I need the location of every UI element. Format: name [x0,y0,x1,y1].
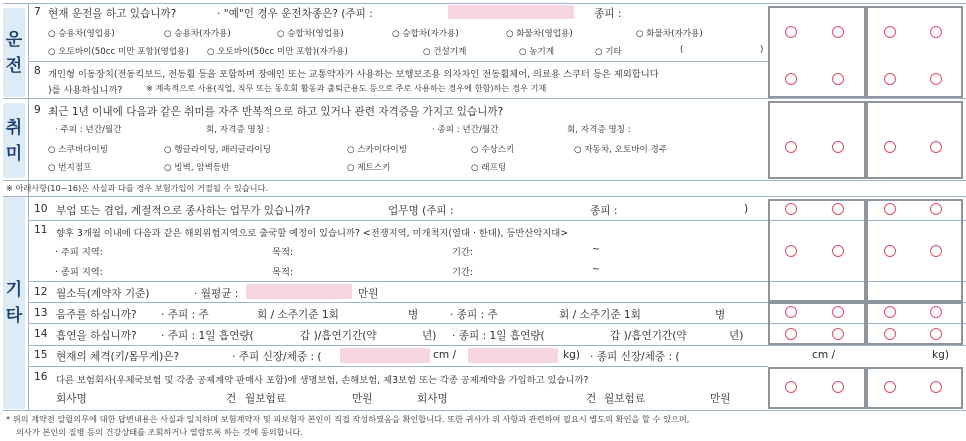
q7-option[interactable]: ○ 오토바이(50cc 미만 포함)(자가용) [207,47,348,57]
q16-main-unit: 만원 [352,393,373,405]
q9-main-cert: 회, 자격증 명칭 : [206,125,270,135]
q15-second-kg: kg) [932,349,949,361]
q7-option[interactable]: ○ 승용차(영업용) [48,29,115,39]
answer-box-q10-12-second [866,199,963,302]
category-other-char-1: 기 [5,280,23,300]
q9-option[interactable]: ○ 빙벽, 암벽등반 [164,163,230,173]
divider [3,98,966,99]
q16-main-company: 회사명 [56,393,87,405]
divider [28,366,768,367]
q10-second-label: 종피 : [590,205,618,217]
divider [28,3,29,410]
q14-second-label: · 종피 : 1일 흡연량( [452,330,545,342]
answer-box-q9-main [768,101,866,179]
q15-main-height-field[interactable] [340,348,430,363]
radio-q11-main-yes[interactable] [785,245,797,257]
q9-option[interactable]: ○ 행글라이딩, 패러글라이딩 [164,145,272,155]
footnote-line2: 의사가 본인의 질병 등의 건강상태를 조회하거나 열람토록 하는 것에 동의합니다. [16,427,304,437]
radio-q14-second-no[interactable] [930,328,942,340]
q11-second-purpose: 목적: [272,267,294,278]
radio-q14-main-no[interactable] [832,328,844,340]
q16-second-count: 건 [586,393,597,405]
answer-box-q16-main [768,367,866,409]
divider [3,3,966,4]
q9-option[interactable]: ○ 제트스키 [347,163,391,173]
q7-number: 7 [34,6,41,18]
category-driving-char-2: 전 [5,55,23,76]
radio-q16-main-no[interactable] [832,381,844,393]
q10-close-paren: ) [744,203,749,215]
q16-number: 16 [34,371,48,383]
radio-q11-second-yes[interactable] [884,245,896,257]
q11-main-period: 기간: [452,247,474,258]
q12-average-label: · 월평균 : [194,288,239,300]
category-other-char-2: 타 [5,306,23,326]
q11-main-purpose: 목적: [272,247,294,258]
q11-main-tilde: ~ [592,244,600,255]
radio-q10-second-yes[interactable] [884,203,896,215]
q13-main-per: 회 / 소주기준 1회 [257,309,339,321]
q14-number: 14 [34,328,48,340]
q9-option[interactable]: ○ 래프팅 [471,163,507,173]
category-other [3,197,25,409]
q14-second-year: 년) [729,330,744,342]
q13-main-label: · 주피 : 주 [161,309,209,321]
q16-main-premium: 월보험료 [245,393,286,405]
radio-q16-main-yes[interactable] [785,381,797,393]
q16-second-unit: 만원 [710,393,731,405]
q12-income-field[interactable] [246,284,352,299]
q11-question: 향후 3개월 이내에 다음과 같은 해외위험지역으로 출국할 예정이 있습니까? <전쟁지역, 미개척지(열대 · 한대), 등반산악지대> [56,228,569,239]
divider [3,196,966,197]
q16-main-count: 건 [226,393,237,405]
radio-q7-main-yes[interactable] [785,26,797,38]
radio-q9-main-no[interactable] [832,141,844,153]
answer-box-q7-main [768,6,866,98]
q14-main-year: 년) [422,330,437,342]
q9-second-cert: 회, 자격증 명칭 : [567,125,631,135]
q16-question: 다른 보험회사(우체국보험 및 각종 공제계약 판매사 포함)에 생명보험, 손해보험, 제3보험 또는 각종 공제계약을 가입하고 있습니까? [56,375,589,386]
q13-second-per: 회 / 소주기준 1회 [559,309,641,321]
category-hobby-char-2: 미 [5,143,23,164]
divider [28,345,966,346]
radio-q9-second-no[interactable] [930,141,942,153]
radio-q10-main-no[interactable] [832,203,844,215]
answer-box-q7-second [866,6,963,98]
radio-q8-main-no[interactable] [832,73,844,85]
q8-question-line2: )를 사용하십니까? [48,85,123,96]
q14-main-pack: 갑 )/흡연기간(약 [300,330,377,342]
radio-q7-second-no[interactable] [930,26,942,38]
q9-question: 최근 1년 이내에 다음과 같은 취미를 자주 반복적으로 하고 있거나 관련 자격증을 가지고 있습니까? [48,106,504,118]
radio-q8-second-yes[interactable] [884,73,896,85]
radio-q11-main-no[interactable] [832,245,844,257]
q7-option[interactable]: ○ 승용차(자가용) [164,29,231,39]
q10-number: 10 [34,203,48,215]
q13-second-bottle: 병 [715,309,726,321]
q16-second-premium: 월보험료 [604,393,645,405]
q7-option[interactable]: ○ 기타 [595,47,622,57]
q13-main-bottle: 병 [408,309,419,321]
q7-option[interactable]: ○ 건설기계 [423,47,467,57]
divider [28,61,768,62]
q11-second-tilde: ~ [592,264,600,275]
q7-other-open-paren: ( [680,45,684,55]
q11-second-period: 기간: [452,267,474,278]
radio-q16-second-no[interactable] [930,381,942,393]
radio-q7-second-yes[interactable] [884,26,896,38]
q7-other-close-paren: ) [760,45,764,55]
answer-box-q9-second [866,101,963,179]
q7-second-label: 종피 : [594,8,622,20]
q7-option[interactable]: ○ 화물차(영업용) [506,29,573,39]
radio-q10-main-yes[interactable] [785,203,797,215]
q15-main-cm: cm / [433,349,457,361]
category-driving-char-1: 운 [5,29,23,50]
radio-q7-main-no[interactable] [832,26,844,38]
radio-q8-second-no[interactable] [930,73,942,85]
q7-question: 현재 운전을 하고 있습니까? [48,8,177,20]
radio-q10-second-no[interactable] [930,203,942,215]
answer-box-q13-14-main [768,302,866,345]
q7-option[interactable]: ○ 오토바이(50cc 미만 포함)(영업용) [48,47,189,57]
q8-note: ※ 계속적으로 사용(직업, 직무 또는 동호회 활동과 출퇴근용도 등으로 주로 사용하는 경우에 한함)하는 경우 기재 [146,83,547,93]
radio-q13-main-no[interactable] [832,306,844,318]
divider [3,410,966,411]
radio-q13-second-yes[interactable] [884,306,896,318]
radio-q8-main-yes[interactable] [785,73,797,85]
notice: ※ 아래사항(10~16)은 사실과 다를 경우 보험가입이 거절될 수 있습니다. [6,183,269,193]
radio-q14-main-yes[interactable] [785,328,797,340]
q7-main-vehicle-field[interactable] [448,5,574,19]
q12-unit: 만원 [358,288,379,300]
q16-second-company: 회사명 [417,393,448,405]
q10-job-label: 업무명 (주피 : [388,205,454,217]
q10-question: 부업 또는 겸업, 계절적으로 종사하는 업무가 있습니까? [56,205,311,217]
radio-q9-main-yes[interactable] [785,141,797,153]
answer-box-q10-12-main [768,199,866,302]
q15-number: 15 [34,349,48,361]
q15-question: 현재의 체격(키/몸무게)은? [56,351,180,363]
category-hobby-char-1: 취 [5,117,23,138]
q9-option[interactable]: ○ 수상스키 [471,145,515,155]
answer-box-q16-second [866,367,963,409]
q7-option[interactable]: ○ 화물차(자가용) [636,29,703,39]
q7-option[interactable]: ○ 승합차(영업용) [277,29,344,39]
radio-q16-second-yes[interactable] [884,381,896,393]
q15-main-kg: kg) [563,349,580,361]
q9-second-frequency: · 종피 : 년간/월간 [432,125,499,135]
divider [3,180,966,181]
q11-number: 11 [34,224,48,236]
q13-question: 음주를 하십니까? [56,309,137,321]
q15-second-label: · 종피 신장/체중 : ( [590,351,680,363]
q7-option[interactable]: ○ 승합차(자가용) [392,29,459,39]
radio-q14-second-yes[interactable] [884,328,896,340]
q15-main-weight-field[interactable] [468,348,558,363]
q9-option[interactable]: ○ 자동차, 오토바이 경주 [574,145,668,155]
q14-main-label: · 주피 : 1일 흡연량( [161,330,254,342]
q14-question: 흡연을 하십니까? [56,330,137,342]
q7-hint: · "예"인 경우 운전차종은? (주피 : [217,8,373,20]
radio-q13-second-no[interactable] [930,306,942,318]
q8-number: 8 [34,65,41,77]
q13-number: 13 [34,307,48,319]
q14-second-pack: 갑 )/흡연기간(약 [610,330,687,342]
q13-second-label: · 종피 : 주 [450,309,498,321]
category-hobby [3,103,25,178]
q9-option[interactable]: ○ 스카이다이빙 [347,145,408,155]
q7-option[interactable]: ○ 농기계 [519,47,555,57]
radio-q13-main-yes[interactable] [785,306,797,318]
q9-main-frequency: · 주피 : 년간/월간 [55,125,122,135]
radio-q9-second-yes[interactable] [884,141,896,153]
q15-second-cm: cm / [812,349,836,361]
q9-number: 9 [34,104,41,116]
q9-option[interactable]: ○ 번지점프 [48,163,92,173]
q15-main-label: · 주피 신장/체중 : ( [232,351,322,363]
answer-box-q13-14-second [866,302,963,345]
q8-question-line1: 개인형 이동장치(전동킥보드, 전동휠 등을 포함하며 장애인 또는 교통약자가 사용하는 보행보조용 의자차인 전동휠체어, 의료용 스쿠터 등은 제외합니다 [48,69,659,80]
q12-number: 12 [34,286,48,298]
q11-second-region: · 종피 지역: [55,267,103,278]
q12-question: 월소득(계약자 기준) [56,288,150,300]
category-driving [3,8,25,97]
footnote-line1: * 위의 계약전 알릴의무에 대한 답변내용은 사실과 일치하며 보험계약자 및 피보험자 본인이 직접 작성하였음을 확인합니다. 또한 귀사가 위 사항과 관련하여 필요시 별도의 확인을 할 수 있으며, [6,414,690,424]
q9-option[interactable]: ○ 스쿠버다이빙 [48,145,109,155]
radio-q11-second-no[interactable] [930,245,942,257]
q11-main-region: · 주피 지역: [55,247,103,258]
